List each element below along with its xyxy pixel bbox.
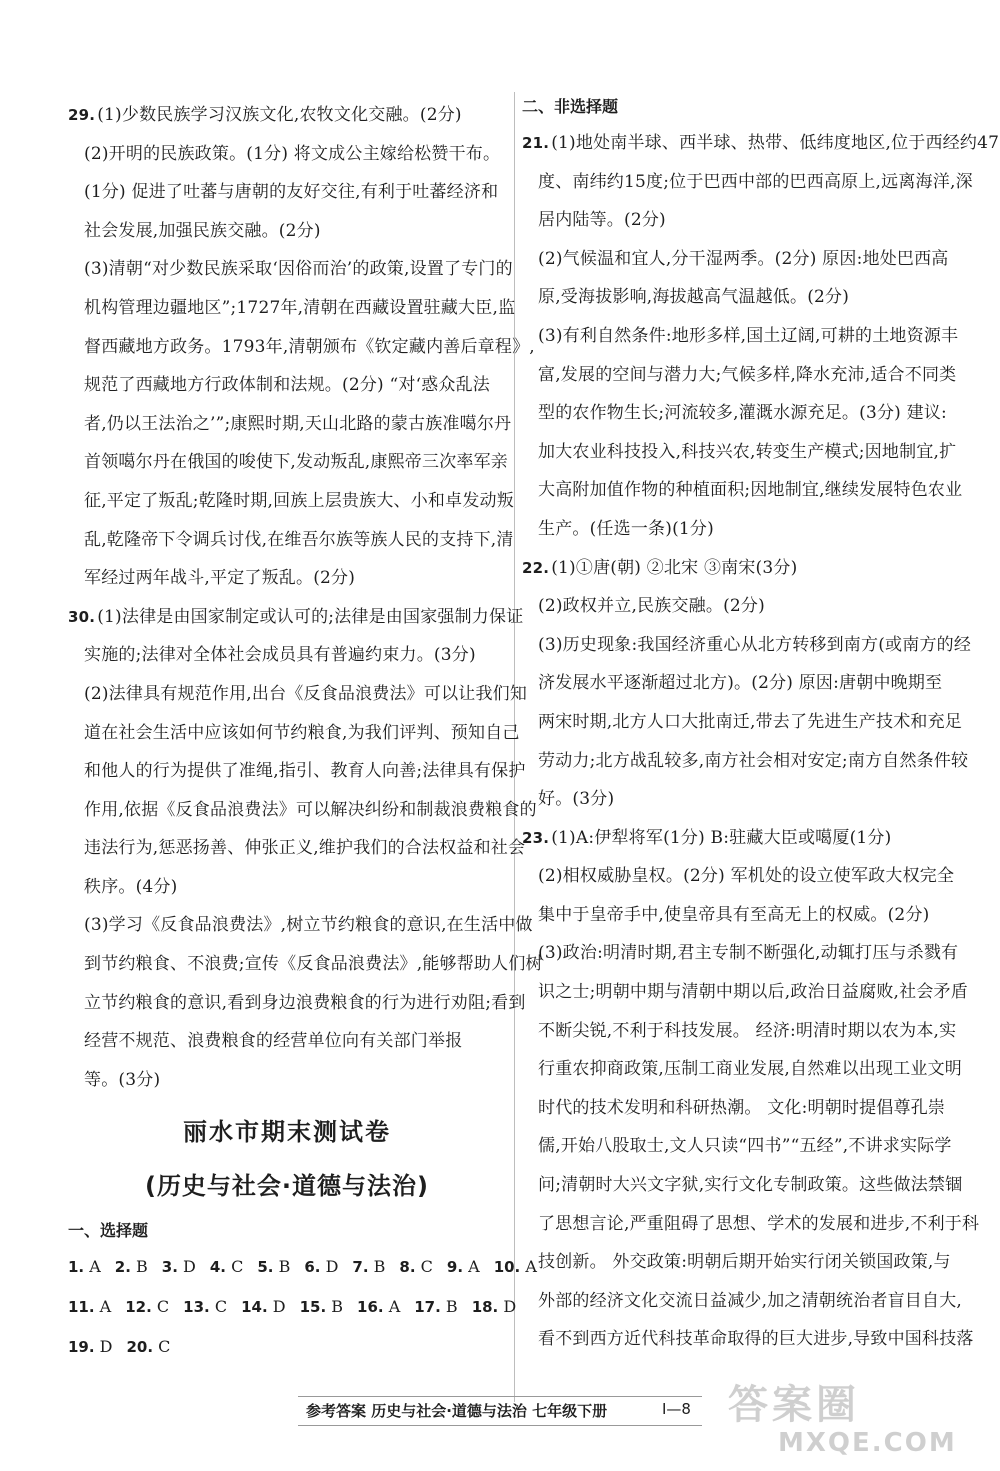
answer-line <box>522 973 968 1012</box>
choice-number: 1. <box>68 1258 85 1277</box>
answer-text: 等。(3分) <box>84 1069 161 1090</box>
choice-answer <box>447 1247 480 1287</box>
answer-line <box>522 1012 957 1051</box>
answer-line <box>522 317 959 356</box>
answer-line <box>522 510 942 549</box>
answer-line <box>68 443 509 482</box>
answer-line <box>522 549 942 588</box>
choice-letter: C <box>214 1297 228 1317</box>
answer-line <box>68 135 506 174</box>
choice-letter: B <box>136 1257 148 1277</box>
answer-text: 济发展水平逐渐超过北方)。(2分) 原因:唐朝中晚期至 <box>538 673 943 694</box>
answer-line <box>68 521 514 560</box>
answer-line <box>68 752 526 791</box>
choice-letter: D <box>272 1297 286 1317</box>
question-number: 30. <box>68 607 96 626</box>
answer-text: 看不到西方近代科技革命取得的巨大进步,导致中国科技落 <box>538 1329 974 1350</box>
answer-text: (3)学习《反食品浪费法》,树立节约粮食的意识,在生活中做 <box>84 915 533 936</box>
answer-line <box>68 906 533 945</box>
answer-text: 作用,依据《反食品浪费法》可以解决纠纷和制裁浪费粮食的 <box>84 799 537 820</box>
choice-answer <box>352 1247 385 1287</box>
choice-number: 18. <box>471 1298 499 1317</box>
page-number: Ⅰ—8 <box>662 1400 691 1418</box>
choice-answer <box>127 1327 171 1367</box>
answer-text: 大高附加值作物的种植面积;因地制宜,继续发展特色农业 <box>538 480 963 501</box>
choice-letter: D <box>503 1297 517 1317</box>
answer-line <box>522 163 973 202</box>
choice-answer <box>68 1247 101 1287</box>
choice-letter: D <box>183 1257 196 1277</box>
question-number: 22. <box>522 558 550 577</box>
answer-text: (2)政权并立,民族交融。(2分) <box>538 596 765 617</box>
answer-text: 实施的;法律对全体社会成员具有普遍约束力。(3分) <box>84 645 476 666</box>
answer-text: (1分) 促进了吐蕃与唐朝的友好交往,有利于吐蕃经济和 <box>84 182 499 203</box>
choice-number: 4. <box>209 1258 226 1277</box>
choice-number: 8. <box>399 1258 416 1277</box>
answer-text: 儒,开始八股取士,文人只读“四书”“五经”,不讲求实际学 <box>538 1136 952 1157</box>
answer-text: 问;清朝时大兴文字狱,实行文化专制政策。这些做法禁锢 <box>538 1175 963 1196</box>
choice-number: 20. <box>126 1338 154 1357</box>
choice-answer <box>414 1287 457 1327</box>
answer-text: (3)有利自然条件:地形多样,国土辽阔,可耕的土地资源丰 <box>538 325 959 346</box>
choice-answers <box>68 1247 537 1367</box>
answer-text: 立节约粮食的意识,看到身边浪费粮食的行为进行劝阻;看到 <box>84 992 526 1013</box>
answer-line <box>68 791 537 830</box>
answer-line <box>522 587 942 626</box>
answer-text: (1)①唐(朝) ②北宋 ③南宋(3分) <box>551 557 798 578</box>
answer-text: 型的农作物生长;河流较多,灌溉水源充足。(3分) 建议: <box>538 403 947 424</box>
answer-line <box>68 636 506 675</box>
choice-number: 15. <box>299 1298 327 1317</box>
answer-text: 加大农业科技投入,科技兴农,转变生产模式;因地制宜,扩 <box>538 441 957 462</box>
answer-line <box>68 328 535 367</box>
answer-text: (2)相权威胁皇权。(2分) 军机处的设立使军政大权完全 <box>538 866 955 887</box>
choice-answer-row <box>68 1247 537 1287</box>
answer-text: 了思想言论,严重阻碍了思想、学术的发展和进步,不利于科 <box>538 1213 980 1234</box>
choice-letter: B <box>445 1297 458 1317</box>
choice-number: 12. <box>125 1298 152 1317</box>
answer-line <box>68 482 514 521</box>
answer-text: 机构管理边疆地区”;1727年,清朝在西藏设置驻藏大臣,监 <box>84 297 516 318</box>
choice-answer-row <box>68 1287 517 1327</box>
choice-letter: A <box>468 1257 480 1277</box>
answer-line <box>68 212 506 251</box>
answer-line <box>522 896 942 935</box>
choice-letter: A <box>388 1297 401 1317</box>
answer-text: (2)气候温和宜人,分干湿两季。(2分) 原因:地处巴西高 <box>538 248 949 269</box>
answer-line <box>522 278 942 317</box>
answer-line <box>68 1061 506 1100</box>
answer-text: 不断尖锐,不利于科技发展。 经济:明清时期以农为本,实 <box>538 1020 957 1041</box>
answer-text: 好。(3分) <box>538 789 615 810</box>
choice-number: 16. <box>357 1298 384 1317</box>
answer-text: 居内陆等。(2分) <box>538 210 666 231</box>
answer-text: 军经过两年战斗,平定了叛乱。(2分) <box>84 568 356 589</box>
answer-text: 秩序。(4分) <box>84 876 178 897</box>
answer-text: 外部的经济文化交流日益减少,加之清朝统治者盲目自大, <box>538 1290 963 1311</box>
answer-line <box>68 984 526 1023</box>
choice-answer <box>115 1247 148 1287</box>
answer-line <box>522 780 942 819</box>
answer-line <box>522 1050 963 1089</box>
choice-letter: C <box>420 1257 433 1277</box>
answer-line <box>522 819 942 858</box>
answer-text: (1)少数民族学习汉族文化,农牧文化交融。(2分) <box>97 105 462 125</box>
answer-line <box>522 1205 980 1244</box>
choice-letter: A <box>89 1257 101 1277</box>
answer-text: 度、南纬约15度;位于巴西中部的巴西高原上,远离海洋,深 <box>538 171 973 192</box>
answer-text: 社会发展,加强民族交融。(2分) <box>84 220 321 241</box>
answer-line <box>522 394 947 433</box>
choice-answer <box>304 1247 338 1287</box>
answer-text: 原,受海拔影响,海拔越高气温越低。(2分) <box>538 287 850 308</box>
answer-line <box>68 559 506 598</box>
answer-text: 道在社会生活中应该如何节约粮食,为我们评判、预知自己 <box>84 722 520 743</box>
choice-number: 11. <box>68 1298 95 1317</box>
choice-letter: D <box>325 1257 339 1277</box>
choice-letter: C <box>231 1257 244 1277</box>
choice-answer-row <box>68 1327 506 1367</box>
answer-line <box>522 1282 963 1321</box>
answer-line <box>522 857 955 896</box>
choice-letter: B <box>331 1297 344 1317</box>
answer-text: 规范了西藏地方行政体制和法规。(2分) “对‘惑众乱法 <box>84 375 490 396</box>
answer-text: (2)开明的民族政策。(1分) 将文成公主嫁给松赞干布。 <box>84 143 501 164</box>
choice-number: 17. <box>414 1298 441 1317</box>
choice-letter: C <box>156 1297 170 1317</box>
choice-number: 5. <box>257 1258 274 1277</box>
answer-line <box>522 124 1000 163</box>
answer-line <box>68 96 506 135</box>
answer-line <box>68 173 506 212</box>
choice-answer <box>472 1287 517 1327</box>
answer-text: 劳动力;北方战乱较多,南方社会相对安定;南方自然条件较 <box>538 750 969 771</box>
answer-line <box>522 703 963 742</box>
choice-number: 9. <box>446 1258 464 1277</box>
choice-letter: A <box>525 1257 537 1277</box>
footer-label: 参考答案 历史与社会·道德与法治 七年级下册 <box>306 1402 608 1420</box>
answer-line <box>68 1022 506 1061</box>
answer-line <box>522 1089 946 1128</box>
answer-line <box>68 945 543 984</box>
right-answer-lines <box>522 124 1000 1359</box>
choice-letter: B <box>278 1257 291 1277</box>
question-number: 29. <box>68 106 96 124</box>
answer-line <box>68 829 526 868</box>
answer-text: 时代的技术发明和科研热潮。 文化:明朝时提倡尊孔崇 <box>538 1097 946 1118</box>
exam-title: 丽水市期末测试卷 <box>183 1118 391 1147</box>
answer-text: 和他人的行为提供了准绳,指引、教育人向善;法律具有保护 <box>84 761 526 782</box>
answer-text: (1)A:伊犁将军(1分) B:驻藏大臣或噶厦(1分) <box>551 827 892 848</box>
answer-text: 技创新。 外交政策:明朝后期开始实行闭关锁国政策,与 <box>538 1252 951 1273</box>
choice-answer <box>399 1247 432 1287</box>
answer-text: 到节约粮食、不浪费;宣传《反食品浪费法》,能够帮助人们树 <box>84 954 543 975</box>
answer-line <box>522 240 949 279</box>
answer-line <box>522 934 959 973</box>
choice-answer <box>357 1287 400 1327</box>
answer-text: 违法行为,惩恶扬善、伸张正义,维护我们的合法权益和社会 <box>84 838 526 859</box>
watermark-bottom: MXQE.COM <box>778 1428 957 1458</box>
answer-text: 集中于皇帝手中,使皇帝具有至高无上的权威。(2分) <box>538 904 930 925</box>
exam-subtitle: (历史与社会·道德与法治) <box>144 1172 430 1201</box>
answer-line <box>68 250 513 289</box>
answer-line <box>522 1127 952 1166</box>
question-number: 21. <box>522 134 550 152</box>
answer-line <box>522 1320 974 1359</box>
answer-text: 富,发展的空间与潜力大;气候多样,降水充沛,适合不同类 <box>538 364 957 385</box>
answer-text: 行重农抑商政策,压制工商业发展,自然难以出现工业文明 <box>538 1059 963 1080</box>
answer-line <box>68 868 506 907</box>
choice-answer <box>183 1287 227 1327</box>
answer-line <box>522 664 942 703</box>
section-nonchoice-heading: 二、非选择题 <box>522 97 619 116</box>
choice-answer <box>257 1247 290 1287</box>
answer-line <box>522 626 972 665</box>
choice-answer <box>300 1287 343 1327</box>
question-number: 23. <box>522 828 550 847</box>
choice-answer <box>241 1287 286 1327</box>
answer-line <box>522 1166 963 1205</box>
answer-line <box>68 714 520 753</box>
answer-line <box>68 675 528 714</box>
choice-number: 10. <box>493 1258 521 1277</box>
answer-line <box>68 598 524 637</box>
choice-answer <box>68 1287 111 1327</box>
answer-text: 首领噶尔丹在俄国的唆使下,发动叛乱,康熙帝三次率军亲 <box>84 452 509 473</box>
answer-line <box>522 742 969 781</box>
choice-answer <box>162 1247 196 1287</box>
answer-line <box>522 201 942 240</box>
answer-line <box>522 1243 951 1282</box>
answer-text: (1)地处南半球、西半球、热带、低纬度地区,位于西经约47 <box>551 133 1000 153</box>
answer-text: 督西藏地方政务。1793年,清朝颁布《钦定藏内善后章程》, <box>84 336 535 357</box>
answer-text: (1)法律是由国家制定或认可的;法律是由国家强制力保证 <box>97 606 524 627</box>
answer-text: 征,平定了叛乱;乾隆时期,回族上层贵族大、小和卓发动叛 <box>84 490 514 511</box>
answer-line <box>522 471 963 510</box>
answer-text: 者,仍以王法治之’”;康熙时期,天山北路的蒙古族准噶尔丹 <box>84 413 512 434</box>
section-choice-heading: 一、选择题 <box>68 1221 149 1241</box>
choice-number: 7. <box>352 1258 369 1277</box>
choice-number: 19. <box>68 1338 95 1357</box>
answer-line <box>68 289 516 328</box>
right-column <box>522 96 1000 1359</box>
answer-text: 经营不规范、浪费粮食的经营单位向有关部门举报 <box>84 1031 463 1052</box>
choice-letter: C <box>158 1337 171 1357</box>
choice-answer <box>68 1327 113 1367</box>
answer-line <box>68 405 512 444</box>
answer-text: (3)历史现象:我国经济重心从北方转移到南方(或南方的经 <box>538 634 972 655</box>
choice-number: 13. <box>183 1298 210 1317</box>
answer-text: (3)清朝“对少数民族采取‘因俗而治’的政策,设置了专门的 <box>84 259 513 280</box>
answer-text: 乱,乾隆帝下令调兵讨伐,在维吾尔族等族人民的支持下,清 <box>84 529 514 550</box>
choice-number: 6. <box>304 1258 321 1277</box>
watermark-logo <box>728 1382 976 1466</box>
choice-letter: D <box>99 1337 113 1357</box>
answer-text: 识之士;明朝中期与清朝中期以后,政治日益腐败,社会矛盾 <box>538 982 968 1003</box>
choice-number: 2. <box>114 1258 131 1277</box>
answer-text: (3)政治:明清时期,君主专制不断强化,动辄打压与杀戮有 <box>538 943 959 964</box>
choice-number: 3. <box>161 1258 178 1277</box>
answer-line <box>68 366 506 405</box>
answer-text: (2)法律具有规范作用,出台《反食品浪费法》可以让我们知 <box>84 683 528 704</box>
watermark-top: 答案圈 <box>728 1382 860 1428</box>
answer-line <box>522 433 957 472</box>
choice-answer <box>125 1287 169 1327</box>
choice-letter: B <box>373 1257 386 1277</box>
answer-line <box>522 356 957 395</box>
answer-text: 两宋时期,北方人口大批南迁,带去了先进生产技术和充足 <box>538 711 963 732</box>
choice-letter: A <box>99 1297 112 1317</box>
choice-number: 14. <box>241 1298 268 1317</box>
choice-answer <box>210 1247 243 1287</box>
answer-text: 生产。(任选一条)(1分) <box>538 518 714 539</box>
